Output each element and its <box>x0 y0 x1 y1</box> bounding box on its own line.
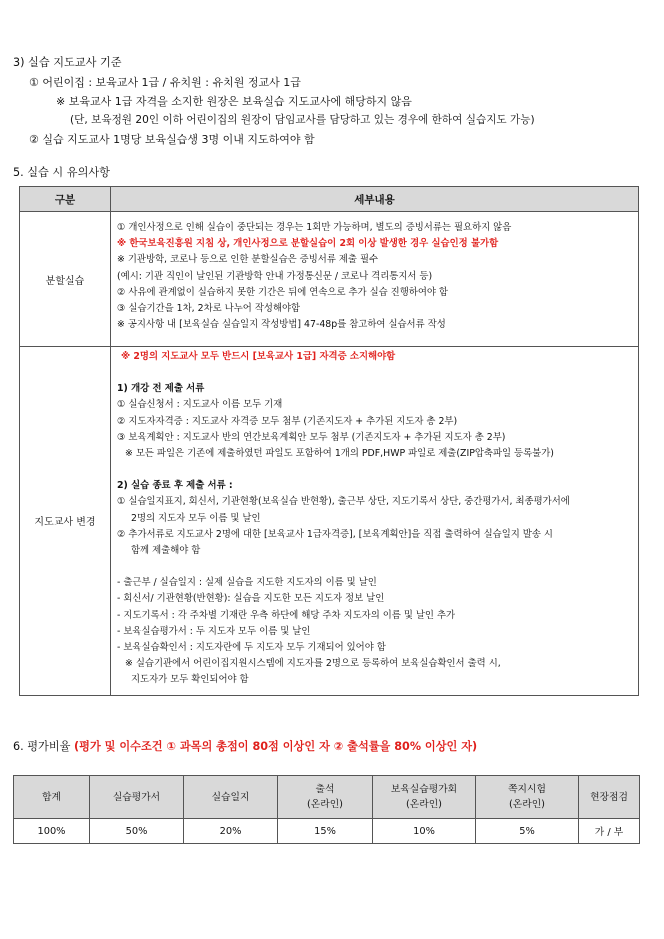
before-title: 1) 개강 전 제출 서류 <box>117 383 205 395</box>
eval-value: 20% <box>184 819 278 844</box>
section3-item1: ① 어린이집 : 보육교사 1급 / 유치원 : 유치원 정교사 1급 <box>29 76 301 89</box>
before-line: ③ 보육계획안 : 지도교사 반의 연간보육계획안 모두 첨부 (기존지도자 + 추가된 지도자 총 2부) <box>117 431 506 443</box>
section6-heading <box>13 740 477 753</box>
section3-title: 3) 실습 지도교사 기준 <box>13 56 122 69</box>
final-note: ※ 실습기관에서 어린이집지원시스템에 지도자를 2명으로 등록하여 보육실습확인서 출력 시, <box>125 658 501 670</box>
eval-value: 50% <box>90 819 184 844</box>
split-warning: ※ 한국보육진흥원 지침 상, 개인사정으로 분할실습이 2회 이상 발생한 경우 실습인정 불가함 <box>117 238 499 250</box>
dash-line: - 보육실습확인서 : 지도자란에 두 지도자 모두 기재되어 있어야 함 <box>117 642 386 654</box>
after-line: ① 실습일지표지, 회신서, 기관현황(보육실습 반현황), 출근부 상단, 지도기록서 상단, 중간평가서, 최종평가서에 <box>117 496 570 508</box>
section3-note2: (단, 보육정원 20인 이하 어린이집의 원장이 담임교사를 담당하고 있는 경우에 한하여 실습지도 가능) <box>70 114 535 126</box>
after-title: 2) 실습 종료 후 제출 서류 : <box>117 480 233 492</box>
table-row <box>14 819 640 844</box>
header-detail: 세부내용 <box>111 187 639 212</box>
section3-item2: ② 실습 지도교사 1명당 보육실습생 3명 이내 지도하여야 함 <box>29 133 315 146</box>
dash-line: - 지도기록서 : 각 주차별 기재란 우측 하단에 해당 주차 지도자의 이름 및 날인 추가 <box>117 609 456 621</box>
section6-title: 6. 평가비율 <box>13 740 71 753</box>
eval-header: 실습평가서 <box>90 776 184 819</box>
eval-header: 보육실습평가회 (온라인) <box>373 776 476 819</box>
dash-line: - 출근부 / 실습일지 : 실제 실습을 지도한 지도자의 이름 및 날인 <box>117 577 377 589</box>
section3-note1: ※ 보육교사 1급 자격을 소지한 원장은 보육실습 지도교사에 해당하지 않음 <box>56 95 412 108</box>
eval-header: 현장점검 <box>579 776 640 819</box>
eval-header: 출석 (온라인) <box>278 776 373 819</box>
category-change: 지도교사 변경 <box>20 347 111 696</box>
eval-value-total: 100% <box>14 819 90 844</box>
eval-value: 15% <box>278 819 373 844</box>
split-line: ② 사유에 관계없이 실습하지 못한 기간은 뒤에 연속으로 추가 실습 진행하여야 함 <box>117 286 448 298</box>
eval-value: 10% <box>373 819 476 844</box>
eval-value: 5% <box>476 819 579 844</box>
split-line: ※ 공지사항 내 [보육실습 실습일지 작성방법] 47-48p를 참고하여 실습서류 작성 <box>117 319 446 331</box>
eval-header: 쪽지시험 (온라인) <box>476 776 579 819</box>
split-line: ① 개인사정으로 인해 실습이 중단되는 경우는 1회만 가능하며, 별도의 증빙서류는 필요하지 않음 <box>117 222 512 233</box>
eval-value: 가 / 부 <box>579 819 640 844</box>
eval-header: 실습일지 <box>184 776 278 819</box>
table-row <box>20 347 639 696</box>
after-line: 함께 제출해야 함 <box>131 545 201 557</box>
header-category: 구분 <box>20 187 111 212</box>
split-line: ③ 실습기간을 1차, 2차로 나누어 작성해야함 <box>117 303 301 315</box>
section6-condition: (평가 및 이수조건 ① 과목의 총점이 80점 이상인 자 ② 출석률을 80% 이상인 자) <box>74 740 478 753</box>
change-details <box>111 347 639 696</box>
split-details <box>111 212 639 347</box>
notes-table <box>19 186 639 696</box>
section5-title: 5. 실습 시 유의사항 <box>13 166 110 179</box>
split-line: ※ 기관방학, 코로나 등으로 인한 분할실습은 증빙서류 제출 필수 <box>117 254 379 266</box>
before-note: ※ 모든 파일은 기존에 제출하였던 파일도 포함하여 1개의 PDF,HWP 파일로 제출(ZIP압축파일 등록불가) <box>125 448 554 460</box>
after-line: 2명의 지도자 모두 이름 및 날인 <box>131 512 261 524</box>
eval-header: 합계 <box>14 776 90 819</box>
evaluation-table <box>13 775 640 844</box>
category-split: 분할실습 <box>20 212 111 347</box>
change-warning: ※ 2명의 지도교사 모두 반드시 [보육교사 1급] 자격증 소지해야함 <box>121 351 396 362</box>
split-line: (예시: 기관 직인이 날인된 기관방학 안내 가정통신문 / 코로나 격리통지서 등) <box>117 270 433 282</box>
dash-line: - 회신서/ 기관현황(반현황): 실습을 지도한 모든 지도자 정보 날인 <box>117 593 385 605</box>
table-row <box>20 212 639 347</box>
dash-line: - 보육실습평가서 : 두 지도자 모두 이름 및 날인 <box>117 625 311 637</box>
before-line: ① 실습신청서 : 지도교사 이름 모두 기재 <box>117 399 283 411</box>
after-line: ② 추가서류로 지도교사 2명에 대한 [보육교사 1급자격증], [보육계획안]을 직접 출력하여 실습일지 발송 시 <box>117 528 553 540</box>
before-line: ② 지도자자격증 : 지도교사 자격증 모두 첨부 (기존지도자 + 추가된 지도자 총 2부) <box>117 415 458 427</box>
final-note: 지도자가 모두 확인되어야 함 <box>131 674 249 686</box>
